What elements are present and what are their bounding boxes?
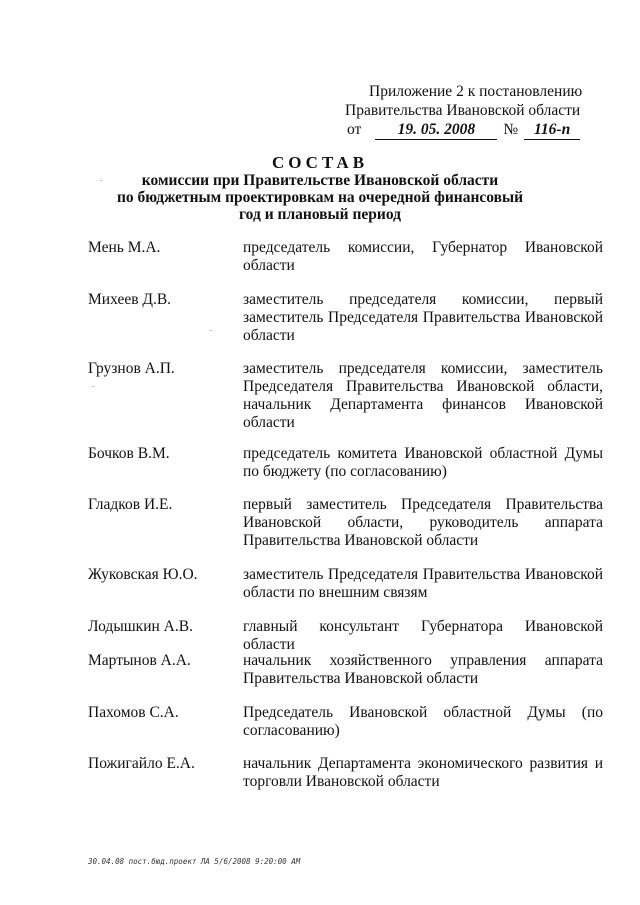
member-name: Бочков В.М. (88, 445, 170, 462)
number-label: № (503, 121, 519, 138)
member-role: начальник хозяйственного управления аппарата Правительства Ивановской области (243, 652, 603, 687)
handwritten-date: 19. 05. 2008 (375, 120, 497, 140)
member-role: начальник Департамента экономического развития и торговли Ивановской области (243, 755, 603, 790)
member-role: главный консультант Губернатора Ивановской области (243, 618, 603, 653)
subtitle-line-3: год и плановый период (239, 206, 401, 223)
member-role: заместитель председателя комиссии, первый заместитель Председателя Правительства Ивановской области (243, 291, 603, 344)
subtitle-line-1: комиссии при Правительстве Ивановской области (141, 172, 499, 189)
member-role: заместитель Председателя Правительства Ивановской области по внешним связям (243, 566, 603, 601)
appendix-line-2: Правительства Ивановской области (345, 102, 581, 119)
member-role: первый заместитель Председателя Правительства Ивановской области, руководитель аппарата Правительства Ивановской области (243, 496, 603, 549)
from-label: от (347, 121, 362, 138)
member-name: Мень М.А. (88, 239, 161, 256)
member-role: председатель комитета Ивановской областной Думы по бюджету (по согласованию) (243, 445, 603, 480)
member-role: заместитель председателя комиссии, заместитель Председателя Правительства Ивановской области, начальник Департамента финансов Ивановской области (243, 360, 603, 431)
member-role: председатель комиссии, Губернатор Ивановской области (243, 239, 603, 274)
member-name: Гладков И.Е. (88, 496, 173, 513)
member-name: Мартынов А.А. (88, 652, 191, 669)
appendix-line-3 (345, 120, 585, 140)
member-role: Председатель Ивановской областной Думы (по согласованию) (243, 704, 603, 739)
document-title: СОСТАВ (271, 153, 369, 172)
subtitle-line-2: по бюджетным проектировкам на очередной финансовый (116, 189, 524, 206)
member-name: Жуковская Ю.О. (88, 566, 198, 583)
appendix-header (345, 82, 585, 140)
member-name: Михеев Д.В. (88, 291, 172, 308)
appendix-line-1: Приложение 2 к постановлению (369, 83, 583, 100)
member-name: Пожигайло Е.А. (88, 755, 195, 772)
member-name: Пахомов С.А. (88, 704, 179, 721)
member-name: Грузнов А.П. (88, 360, 175, 377)
member-name: Лодышкин А.В. (88, 618, 193, 635)
scan-speck (210, 330, 212, 331)
handwritten-number: 116-п (524, 120, 580, 140)
scan-speck (100, 180, 102, 181)
document-subtitle (60, 172, 580, 223)
scan-speck (92, 386, 94, 387)
footer-filename: 30.04.08 пост.бюд.проект ЛА 5/6/2008 9:20:00 AM (88, 857, 301, 866)
